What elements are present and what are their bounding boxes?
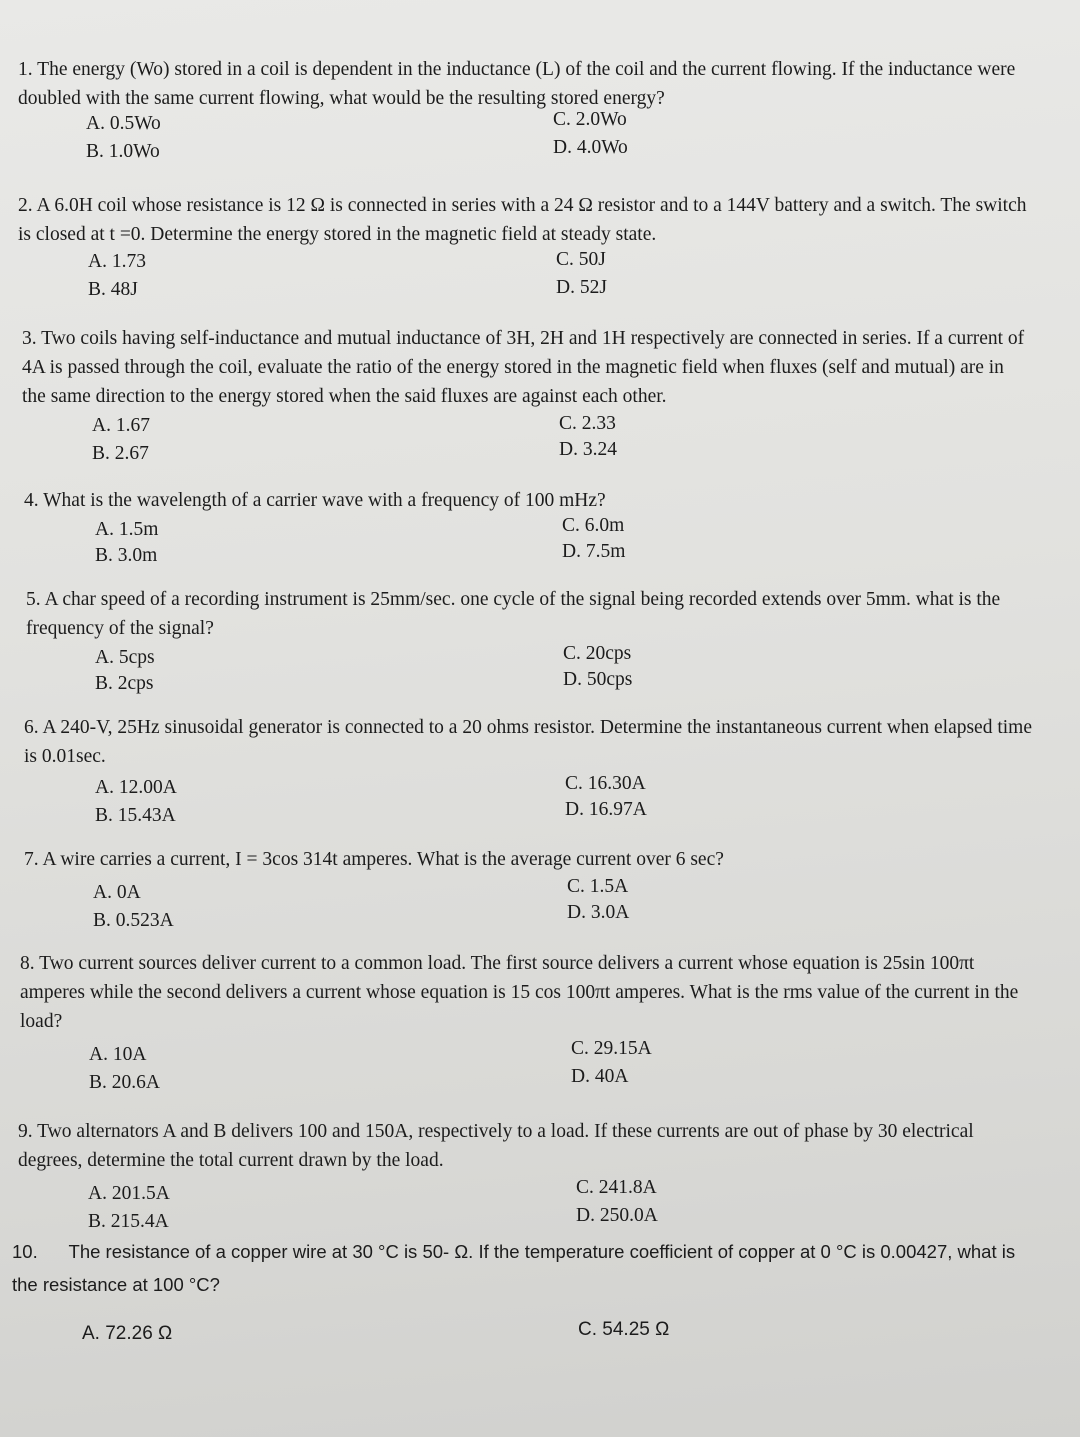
choice-a: A. 12.00A — [95, 777, 177, 798]
choice-a: A. 10A — [89, 1044, 147, 1065]
question-2 — [0, 191, 1080, 307]
question-number: 5. — [26, 589, 41, 610]
choice-a: A. 5cps — [95, 647, 155, 668]
choice-d: D. 40A — [571, 1066, 629, 1087]
question-number: 10. — [12, 1241, 38, 1262]
choice-d: D. 50cps — [563, 669, 633, 690]
choice-d: D. 3.24 — [559, 439, 617, 460]
choice-c: C. 16.30A — [565, 773, 646, 794]
choice-d: D. 7.5m — [562, 541, 626, 562]
question-text: Two current sources deliver current to a common load. The first source delivers a current whose equation is 25sin 100πt amperes while the second delivers a current whose equation is 15 cos 100πt amperes. What is the rms value of the current in the load? — [20, 953, 1019, 1032]
choice-d: D. 250.0A — [576, 1205, 658, 1226]
question-text: The resistance of a copper wire at 30 °C is 50- Ω. If the temperature coefficient of copper at 0 °C is 0.00427, what is the resistance at 100 °C? — [12, 1241, 1016, 1295]
choice-grid — [0, 643, 1080, 701]
question-text: A wire carries a current, I = 3cos 314t amperes. What is the average current over 6 sec? — [42, 849, 724, 870]
choice-b: B. 0.523A — [93, 910, 174, 931]
choice-a: A. 1.5m — [95, 519, 159, 540]
choice-c: C. 2.0Wo — [553, 109, 627, 130]
question-text: The energy (Wo) stored in a coil is dependent in the inductance (L) of the coil and the current flowing. If the inductance were doubled with the same current flowing, what would be the resulting stored energy? — [18, 59, 1016, 109]
question-1 — [0, 55, 1080, 171]
choice-b: B. 215.4A — [88, 1211, 169, 1232]
choice-c: C. 54.25 Ω — [578, 1319, 670, 1340]
question-7 — [0, 845, 1080, 932]
choice-a: A. 0A — [93, 882, 141, 903]
question-number: 4. — [24, 490, 39, 511]
question-5 — [0, 585, 1080, 701]
question-number: 6. — [24, 717, 39, 738]
choice-b: B. 2.67 — [92, 443, 149, 464]
choice-c: C. 29.15A — [571, 1038, 652, 1059]
question-8 — [0, 949, 1080, 1094]
question-text: A 6.0H coil whose resistance is 12 Ω is connected in series with a 24 Ω resistor and to a 144V battery and a switch. The switch is closed at t =0. Determine the energy stored in the magnetic field at steady state. — [18, 195, 1027, 245]
question-number: 8. — [20, 953, 35, 974]
choice-d: D. 52J — [556, 277, 607, 298]
question-4 — [0, 486, 1080, 573]
choice-grid — [0, 515, 1080, 573]
question-stem — [18, 55, 1028, 113]
question-9 — [0, 1117, 1080, 1233]
question-6 — [0, 713, 1080, 829]
choice-grid — [0, 874, 1080, 932]
choice-a: A. 72.26 Ω — [82, 1323, 173, 1344]
question-3 — [0, 324, 1080, 469]
choice-b: B. 48J — [88, 279, 138, 300]
choice-a: A. 1.67 — [92, 415, 150, 436]
choice-grid — [0, 1301, 1080, 1359]
question-stem — [18, 191, 1028, 249]
choice-grid — [0, 411, 1080, 469]
question-number: 9. — [18, 1121, 33, 1142]
choice-b: B. 15.43A — [95, 805, 176, 826]
question-number: 7. — [24, 849, 39, 870]
choice-c: C. 6.0m — [562, 515, 625, 536]
choice-c: C. 241.8A — [576, 1177, 657, 1198]
choice-c: C. 2.33 — [559, 413, 616, 434]
question-number: 3. — [22, 328, 37, 349]
choice-c: C. 50J — [556, 249, 606, 270]
choice-grid — [0, 249, 1080, 307]
question-stem — [24, 713, 1034, 771]
question-10 — [0, 1235, 1080, 1359]
question-number: 1. — [18, 59, 33, 80]
question-text: A 240-V, 25Hz sinusoidal generator is connected to a 20 ohms resistor. Determine the instantaneous current when elapsed time is 0.01sec. — [24, 717, 1032, 767]
choice-b: B. 3.0m — [95, 545, 158, 566]
choice-a: A. 201.5A — [88, 1183, 170, 1204]
choice-a: A. 1.73 — [88, 251, 146, 272]
choice-grid — [0, 1175, 1080, 1233]
choice-d: D. 4.0Wo — [553, 137, 628, 158]
question-stem — [12, 1235, 1022, 1301]
question-stem — [26, 585, 1036, 643]
question-stem — [18, 1117, 1028, 1175]
choice-grid — [0, 109, 1080, 171]
choice-grid — [0, 771, 1080, 829]
question-text: Two alternators A and B delivers 100 and 150A, respectively to a load. If these currents are out of phase by 30 electrical degrees, determine the total current drawn by the load. — [18, 1121, 974, 1171]
question-stem — [20, 949, 1030, 1036]
question-stem — [22, 324, 1032, 411]
choice-b: B. 20.6A — [89, 1072, 160, 1093]
question-text: What is the wavelength of a carrier wave with a frequency of 100 mHz? — [43, 490, 606, 511]
choice-d: D. 3.0A — [567, 902, 630, 923]
question-text: A char speed of a recording instrument is 25mm/sec. one cycle of the signal being recorded extends over 5mm. what is the frequency of the signal? — [26, 589, 1001, 639]
choice-grid — [0, 1036, 1080, 1094]
question-stem — [24, 486, 1034, 515]
choice-d: D. 16.97A — [565, 799, 647, 820]
question-number: 2. — [18, 195, 33, 216]
choice-a: A. 0.5Wo — [86, 113, 161, 134]
question-stem — [24, 845, 1034, 874]
choice-b: B. 2cps — [95, 673, 154, 694]
choice-c: C. 20cps — [563, 643, 632, 664]
question-text: Two coils having self-inductance and mutual inductance of 3H, 2H and 1H respectively are connected in series. If a current of 4A is passed through the coil, evaluate the ratio of the energy stored in the magnetic field when fluxes (self and mutual) are in the same direction to the energy stored when the said fluxes are against each other. — [22, 328, 1025, 407]
choice-c: C. 1.5A — [567, 876, 629, 897]
choice-b: B. 1.0Wo — [86, 141, 160, 162]
